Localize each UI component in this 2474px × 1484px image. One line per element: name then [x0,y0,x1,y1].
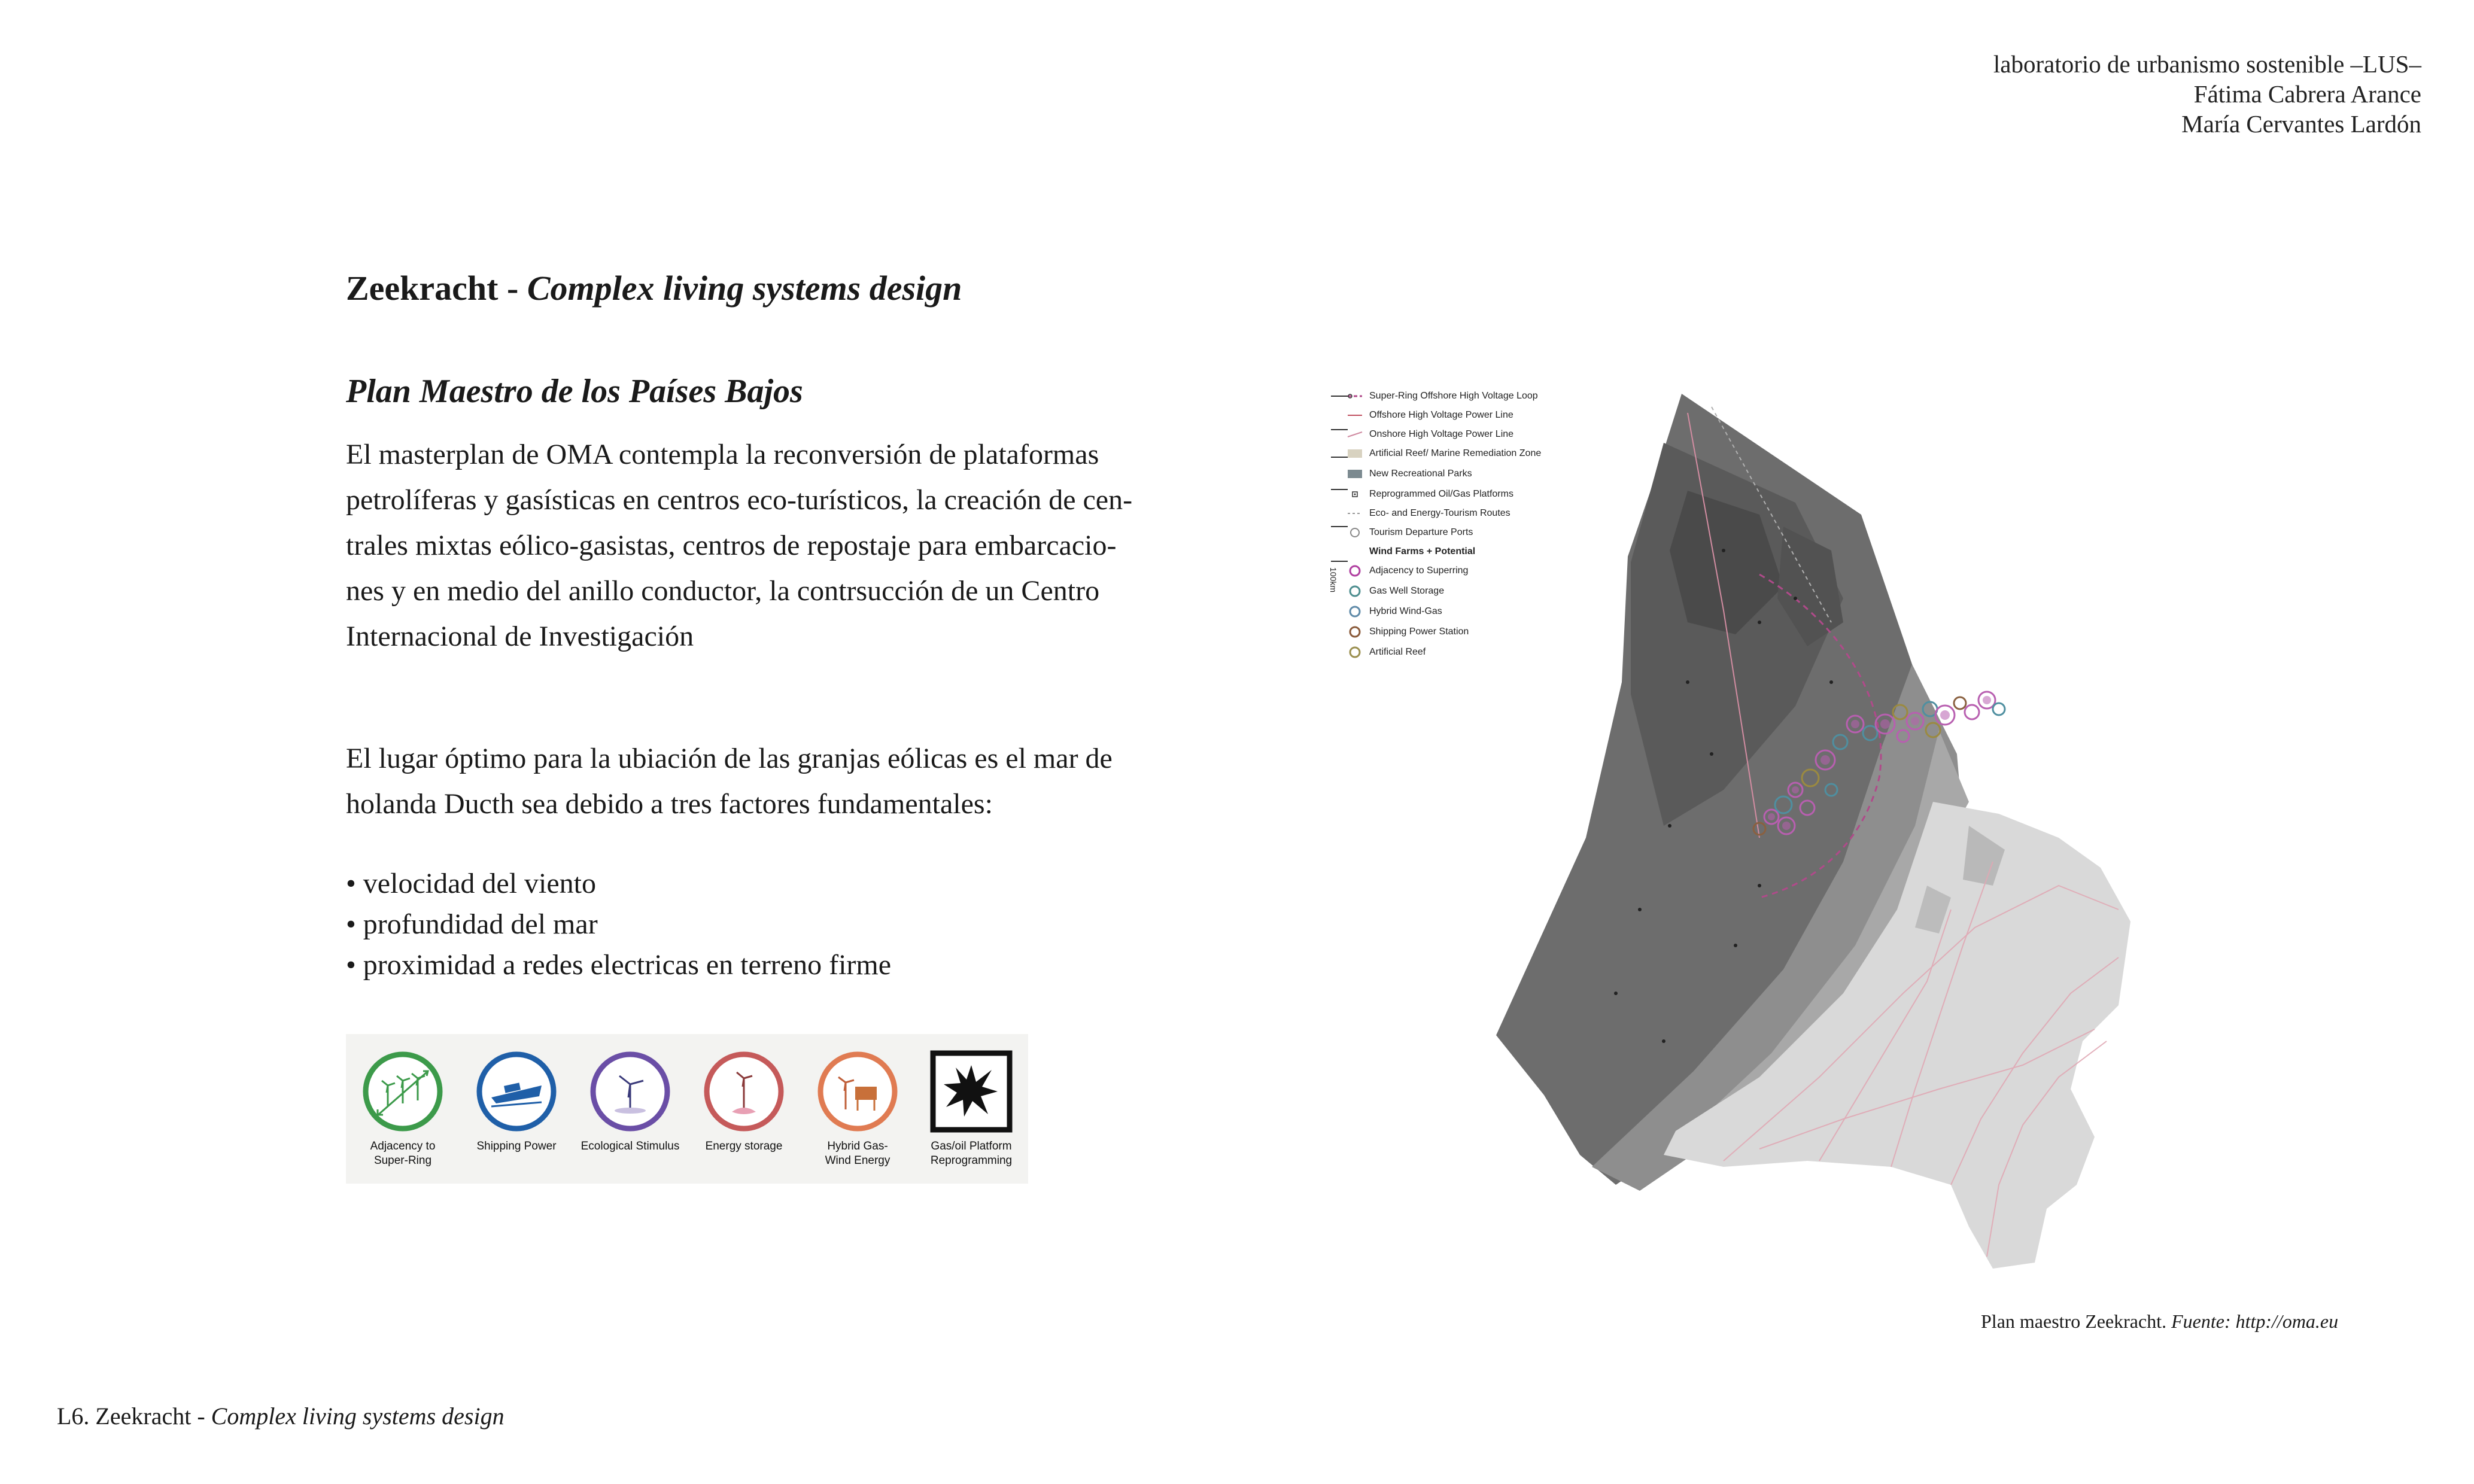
legend-label: Artificial Reef [1369,647,1426,657]
platform-explosion-icon [929,1050,1013,1133]
author-name: Fátima Cabrera Arance [2193,80,2421,108]
legend-item [1330,426,1513,443]
factors-list [346,863,891,986]
legend-label: Adjacency to Superring [1369,565,1469,576]
footer-prefix: L6. Zeekracht - [57,1403,211,1430]
intro-paragraph [346,432,1160,659]
legend-label: Wind Farms + Potential [1369,546,1476,556]
strategy-label: Wind Energy [825,1154,890,1167]
strategy-item [573,1034,687,1154]
strategy-item [687,1034,801,1154]
strategy-item [346,1034,460,1168]
legend-item [1330,445,1541,462]
legend-label: Super-Ring Offshore High Voltage Loop [1369,391,1538,401]
paragraph-line: trales mixtas eólico-gasistas, centros de repostaje para embarcacio- [346,530,1117,561]
legend-label: Offshore High Voltage Power Line [1369,410,1513,420]
title-main: Zeekracht - [346,269,527,308]
strategy-label: Adjacency to [370,1140,436,1152]
strategy-item [460,1034,573,1154]
strategy-item [801,1034,914,1168]
brown-circle-icon [1330,626,1363,638]
turbine-storage-icon [702,1050,786,1133]
legend-item [1330,644,1426,661]
legend-label: Gas Well Storage [1369,586,1445,596]
ship-icon [475,1050,558,1133]
strategy-label: Shipping Power [476,1140,557,1152]
factors-paragraph [346,736,1160,827]
paragraph-line: nes y en medio del anillo conductor, la contrsucción de un Centro [346,575,1100,607]
wind-turbines-arrows-icon [361,1050,445,1133]
footer-italic: Complex living systems design [211,1403,504,1430]
legend-item [1330,486,1513,503]
strategy-label: Hybrid Gas- [827,1140,888,1152]
list-item: • proximidad a redes electricas en terreno firme [346,949,892,981]
author-name: María Cervantes Lardón [2181,110,2421,138]
legend-label: New Recreational Parks [1369,469,1472,479]
legend-item [1330,407,1513,424]
section-heading: Plan Maestro de los Países Bajos [346,373,803,410]
header-credits [1993,49,2421,139]
hybrid-gas-wind-icon [816,1050,899,1133]
caption-text: Plan maestro Zeekracht. [1981,1310,2172,1332]
strategy-label: Super-Ring [373,1154,432,1167]
figure-caption [1981,1310,2338,1333]
legend-label: Onshore High Voltage Power Line [1369,429,1514,439]
caption-source: Fuente: http://oma.eu [2171,1310,2339,1332]
legend-label: Reprogrammed Oil/Gas Platforms [1369,489,1513,499]
wind-turbine-icon [588,1050,672,1133]
slide-title [346,268,962,308]
strategy-icons-strip [346,1034,1028,1184]
depth-label: 100km [1329,567,1338,593]
legend-item [1330,505,1510,522]
paragraph-line: Internacional de Investigación [346,621,694,652]
strategy-item [914,1034,1028,1168]
paragraph-line: petrolíferas y gasísticas en centros eco-turísticos, la creación de cen- [346,484,1133,516]
footer-title [57,1402,504,1430]
list-item: • velocidad del viento [346,868,597,899]
strategy-label: Energy storage [705,1140,783,1152]
paragraph-line: holanda Ducth sea debido a tres factores fundamentales: [346,788,993,820]
title-italic: Complex living systems design [527,269,962,308]
olive-circle-icon [1330,646,1363,658]
paragraph-line: El lugar óptimo para la ubiación de las granjas eólicas es el mar de [346,743,1113,774]
legend-label: Hybrid Wind-Gas [1369,606,1442,616]
legend-item [1330,624,1469,640]
legend-label: Tourism Departure Ports [1369,527,1473,537]
strategy-label: Ecological Stimulus [580,1140,680,1152]
list-item: • profundidad del mar [346,908,598,940]
legend-item [1330,388,1538,405]
strategy-label: Reprogramming [930,1154,1013,1167]
legend-label: Eco- and Energy-Tourism Routes [1369,508,1510,518]
lab-name: laboratorio de urbanismo sostenible –LUS– [1993,50,2421,78]
paragraph-line: El masterplan de OMA contempla la reconversión de plataformas [346,439,1099,470]
legend-label: Artificial Reef/ Marine Remediation Zone [1369,448,1542,458]
legend-label: Shipping Power Station [1369,627,1469,637]
strategy-label: Gas/oil Platform [931,1140,1012,1152]
